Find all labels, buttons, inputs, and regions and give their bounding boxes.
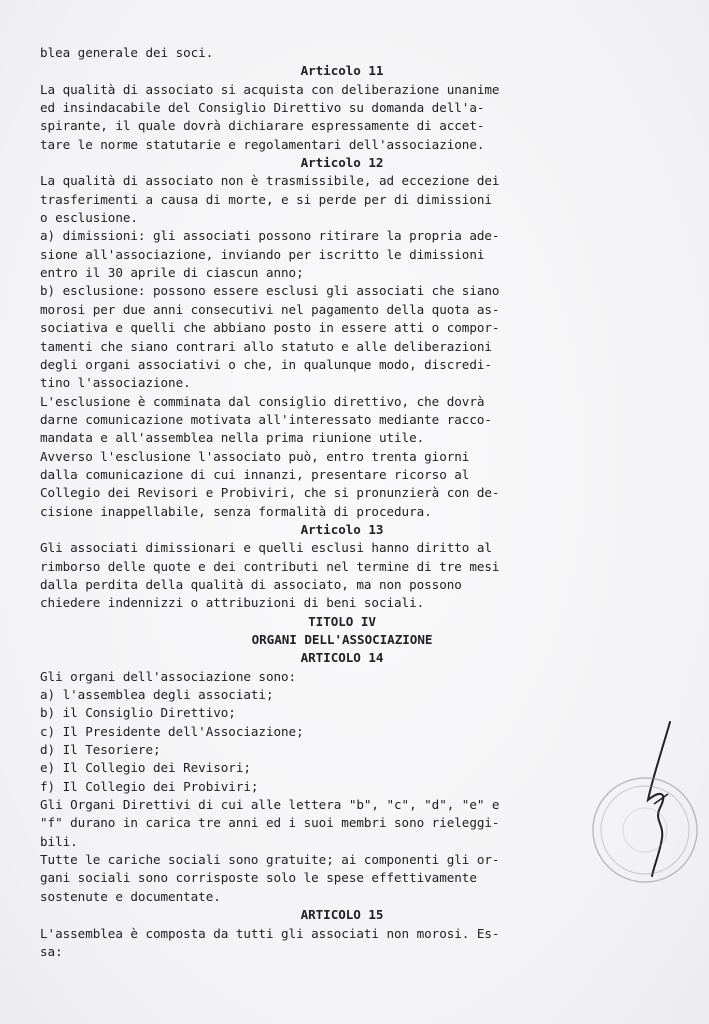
section-heading: Articolo 13 (300, 521, 384, 537)
text-line: e) Il Collegio dei Revisori; (40, 760, 251, 776)
text-line: sione all'associazione, inviando per iscritto le dimissioni (40, 246, 485, 262)
text-line: o esclusione. (40, 210, 138, 226)
section-heading: Articolo 12 (300, 155, 384, 171)
text-line: "f" durano in carica tre anni ed i suoi membri sono rieleggi- (40, 815, 500, 831)
document-body (40, 44, 644, 961)
section-heading: Articolo 11 (300, 63, 384, 79)
text-line: a) l'assemblea degli associati; (40, 687, 274, 703)
text-line: bili. (40, 833, 78, 849)
text-line: sa: (40, 943, 63, 959)
circular-stamp (585, 770, 705, 890)
text-line: Tutte le cariche sociali sono gratuite; ai componenti gli or- (40, 852, 500, 868)
text-line: entro il 30 aprile di ciascun anno; (40, 265, 304, 281)
text-line: Gli organi dell'associazione sono: (40, 668, 297, 684)
text-line: a) dimissioni: gli associati possono ritirare la propria ade- (40, 228, 500, 244)
text-line: tino l'associazione. (40, 375, 191, 391)
text-line: morosi per due anni consecutivi nel pagamento della quota as- (40, 301, 500, 317)
text-line: Collegio dei Revisori e Probiviri, che si pronunzierà con de- (40, 485, 500, 501)
text-line: Gli associati dimissionari e quelli esclusi hanno diritto al (40, 540, 492, 556)
section-heading: TITOLO IV (308, 613, 376, 629)
section-heading: ORGANI DELL'ASSOCIAZIONE (251, 632, 433, 647)
text-line: f) Il Collegio dei Probiviri; (40, 778, 259, 794)
text-line: chiedere indennizzi o attribuzioni di beni sociali. (40, 595, 425, 611)
text-line: gani sociali sono corrisposte solo le spese effettivamente (40, 870, 477, 886)
text-line: cisione inappellabile, senza formalità di procedura. (40, 503, 432, 519)
section-heading: ARTICOLO 15 (300, 907, 384, 923)
text-line: dalla comunicazione di cui innanzi, presentare ricorso al (40, 466, 470, 482)
text-line: ed insindacabile del Consiglio Direttivo su domanda dell'a- (40, 100, 485, 116)
text-line: sostenute e documentate. (40, 888, 221, 904)
text-line: sociativa e quelli che abbiano posto in essere atti o compor- (40, 320, 500, 336)
text-line: dalla perdita della qualità di associato, ma non possono (40, 576, 462, 592)
text-line: spirante, il quale dovrà dichiarare espressamente di accet- (40, 118, 485, 134)
text-line: La qualità di associato non è trasmissibile, ad eccezione dei (40, 173, 500, 189)
text-line: darne comunicazione motivata all'interessato mediante racco- (40, 411, 492, 427)
text-line: b) esclusione: possono essere esclusi gli associati che siano (40, 283, 500, 299)
text-line: trasferimenti a causa di morte, e si perde per di dimissioni (40, 191, 492, 207)
text-line: L'assemblea è composta da tutti gli associati non morosi. Es- (40, 925, 500, 941)
text-line: L'esclusione è comminata dal consiglio direttivo, che dovrà (40, 393, 485, 409)
section-heading: ARTICOLO 14 (300, 650, 384, 666)
text-line: d) Il Tesoriere; (40, 742, 161, 758)
text-line: blea generale dei soci. (40, 45, 214, 60)
text-line: degli organi associativi o che, in qualunque modo, discredi- (40, 356, 492, 372)
text-line: rimborso delle quote e dei contributi nel termine di tre mesi (40, 558, 500, 574)
text-line: tamenti che siano contrari allo statuto e alle deliberazioni (40, 338, 492, 354)
text-line: La qualità di associato si acquista con deliberazione unanime (40, 81, 500, 97)
text-line: tare le norme statutarie e regolamentari dell'associazione. (40, 136, 485, 152)
text-line: Avverso l'esclusione l'associato può, entro trenta giorni (40, 448, 470, 464)
text-line: mandata e all'assemblea nella prima riunione utile. (40, 430, 425, 446)
text-line: Gli Organi Direttivi di cui alle lettera "b", "c", "d", "e" e (40, 797, 500, 813)
text-line: b) il Consiglio Direttivo; (40, 705, 236, 721)
text-line: c) Il Presidente dell'Associazione; (40, 723, 304, 739)
